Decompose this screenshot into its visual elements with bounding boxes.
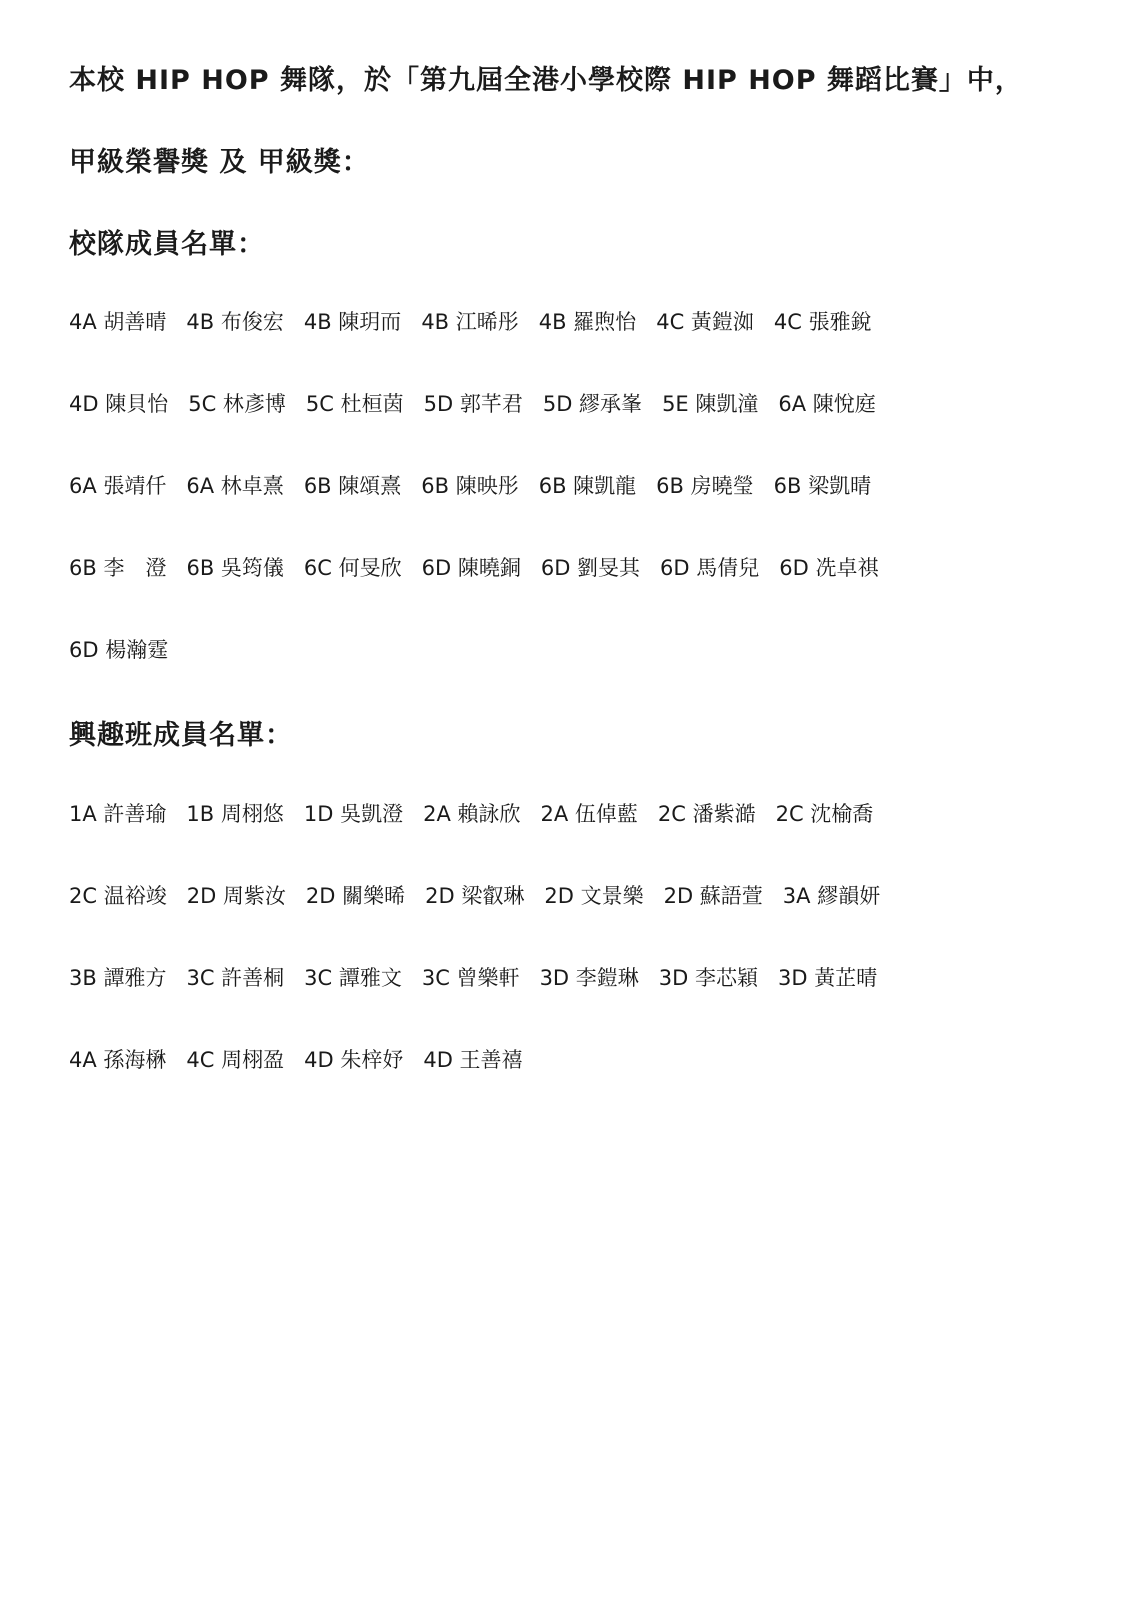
team-member: 4C 張雅銳 [773,310,872,334]
team-row [69,470,871,500]
team-member: 4B 羅煦怡 [538,310,637,334]
team-member: 6B 陳映彤 [421,474,519,498]
interest-row [69,798,873,828]
team-member: 6D 楊瀚霆 [69,638,169,662]
team-member: 5E 陳凱潼 [662,392,759,416]
team-member: 5C 杜桓茵 [305,392,404,416]
interest-member: 2A 賴詠欣 [423,802,521,826]
team-member: 6B 梁凱晴 [773,474,872,498]
interest-member: 3C 曾樂軒 [421,966,520,990]
team-member: 6B 房曉瑩 [656,474,754,498]
team-member: 6B 陳頌熹 [303,474,402,498]
interest-member: 2D 梁叡琳 [425,884,525,908]
team-member: 6B 吳筠儀 [186,556,284,580]
intro-line-1: 本校 HIP HOP 舞隊，於「第九屆全港小學校際 HIP HOP 舞蹈比賽」中， [69,65,1023,96]
interest-row [69,962,877,992]
interest-row [69,1044,523,1074]
interest-member: 3B 譚雅方 [69,966,167,990]
team-member: 5D 郭芊君 [423,392,523,416]
interest-member: 1D 吳凱澄 [303,802,404,826]
team-section-title: 校隊成員名單： [69,229,265,260]
team-member: 6D 冼卓祺 [779,556,879,580]
team-row [69,388,876,418]
interest-member: 4C 周栩盈 [186,1048,285,1072]
interest-row [69,880,880,910]
interest-member: 4D 王善禧 [423,1048,523,1072]
team-member: 6A 林卓熹 [186,474,284,498]
team-member: 6B 陳凱龍 [538,474,637,498]
team-member: 6B 李 澄 [69,556,167,580]
intro-line-2: 甲級榮譽獎 及 甲級獎： [69,147,370,178]
team-member: 5C 林彥博 [188,392,286,416]
team-member: 6D 陳曉銅 [421,556,521,580]
interest-member: 4A 孫海楙 [69,1048,167,1072]
team-member: 6A 陳悅庭 [778,392,876,416]
team-member: 5D 繆承峯 [542,392,643,416]
interest-member: 1A 許善瑜 [69,802,167,826]
interest-member: 3D 李芯穎 [658,966,758,990]
team-member: 6A 張靖仟 [69,474,167,498]
team-member: 4B 陳玥而 [303,310,402,334]
interest-member: 3C 譚雅文 [304,966,402,990]
team-row [69,634,168,664]
interest-member: 2C 潘紫澔 [657,802,756,826]
team-member: 6C 何旻欣 [303,556,402,580]
interest-member: 3D 黃芷晴 [778,966,878,990]
team-member: 4C 黃鎧洳 [656,310,754,334]
interest-member: 2C 温裕竣 [69,884,167,908]
team-member: 4B 布俊宏 [186,310,284,334]
interest-member: 3D 李鎧琳 [539,966,639,990]
team-row [69,306,872,336]
interest-member: 2D 周紫汝 [186,884,286,908]
team-member: 4A 胡善晴 [69,310,167,334]
interest-member: 2A 伍倬藍 [540,802,638,826]
interest-member: 1B 周栩悠 [186,802,284,826]
interest-section-title: 興趣班成員名單： [69,720,293,751]
team-member: 6D 馬倩兒 [660,556,760,580]
team-row [69,552,878,582]
interest-member: 3C 許善桐 [186,966,285,990]
team-member: 4B 江晞彤 [421,310,519,334]
team-member: 6D 劉旻其 [540,556,641,580]
interest-member: 2C 沈榆喬 [775,802,874,826]
interest-member: 4D 朱梓妤 [304,1048,404,1072]
interest-member: 2D 蘇語萱 [663,884,763,908]
interest-member: 2D 關樂晞 [305,884,406,908]
interest-member: 2D 文景樂 [544,884,644,908]
team-member: 4D 陳貝怡 [69,392,169,416]
interest-member: 3A 繆韻妍 [782,884,881,908]
